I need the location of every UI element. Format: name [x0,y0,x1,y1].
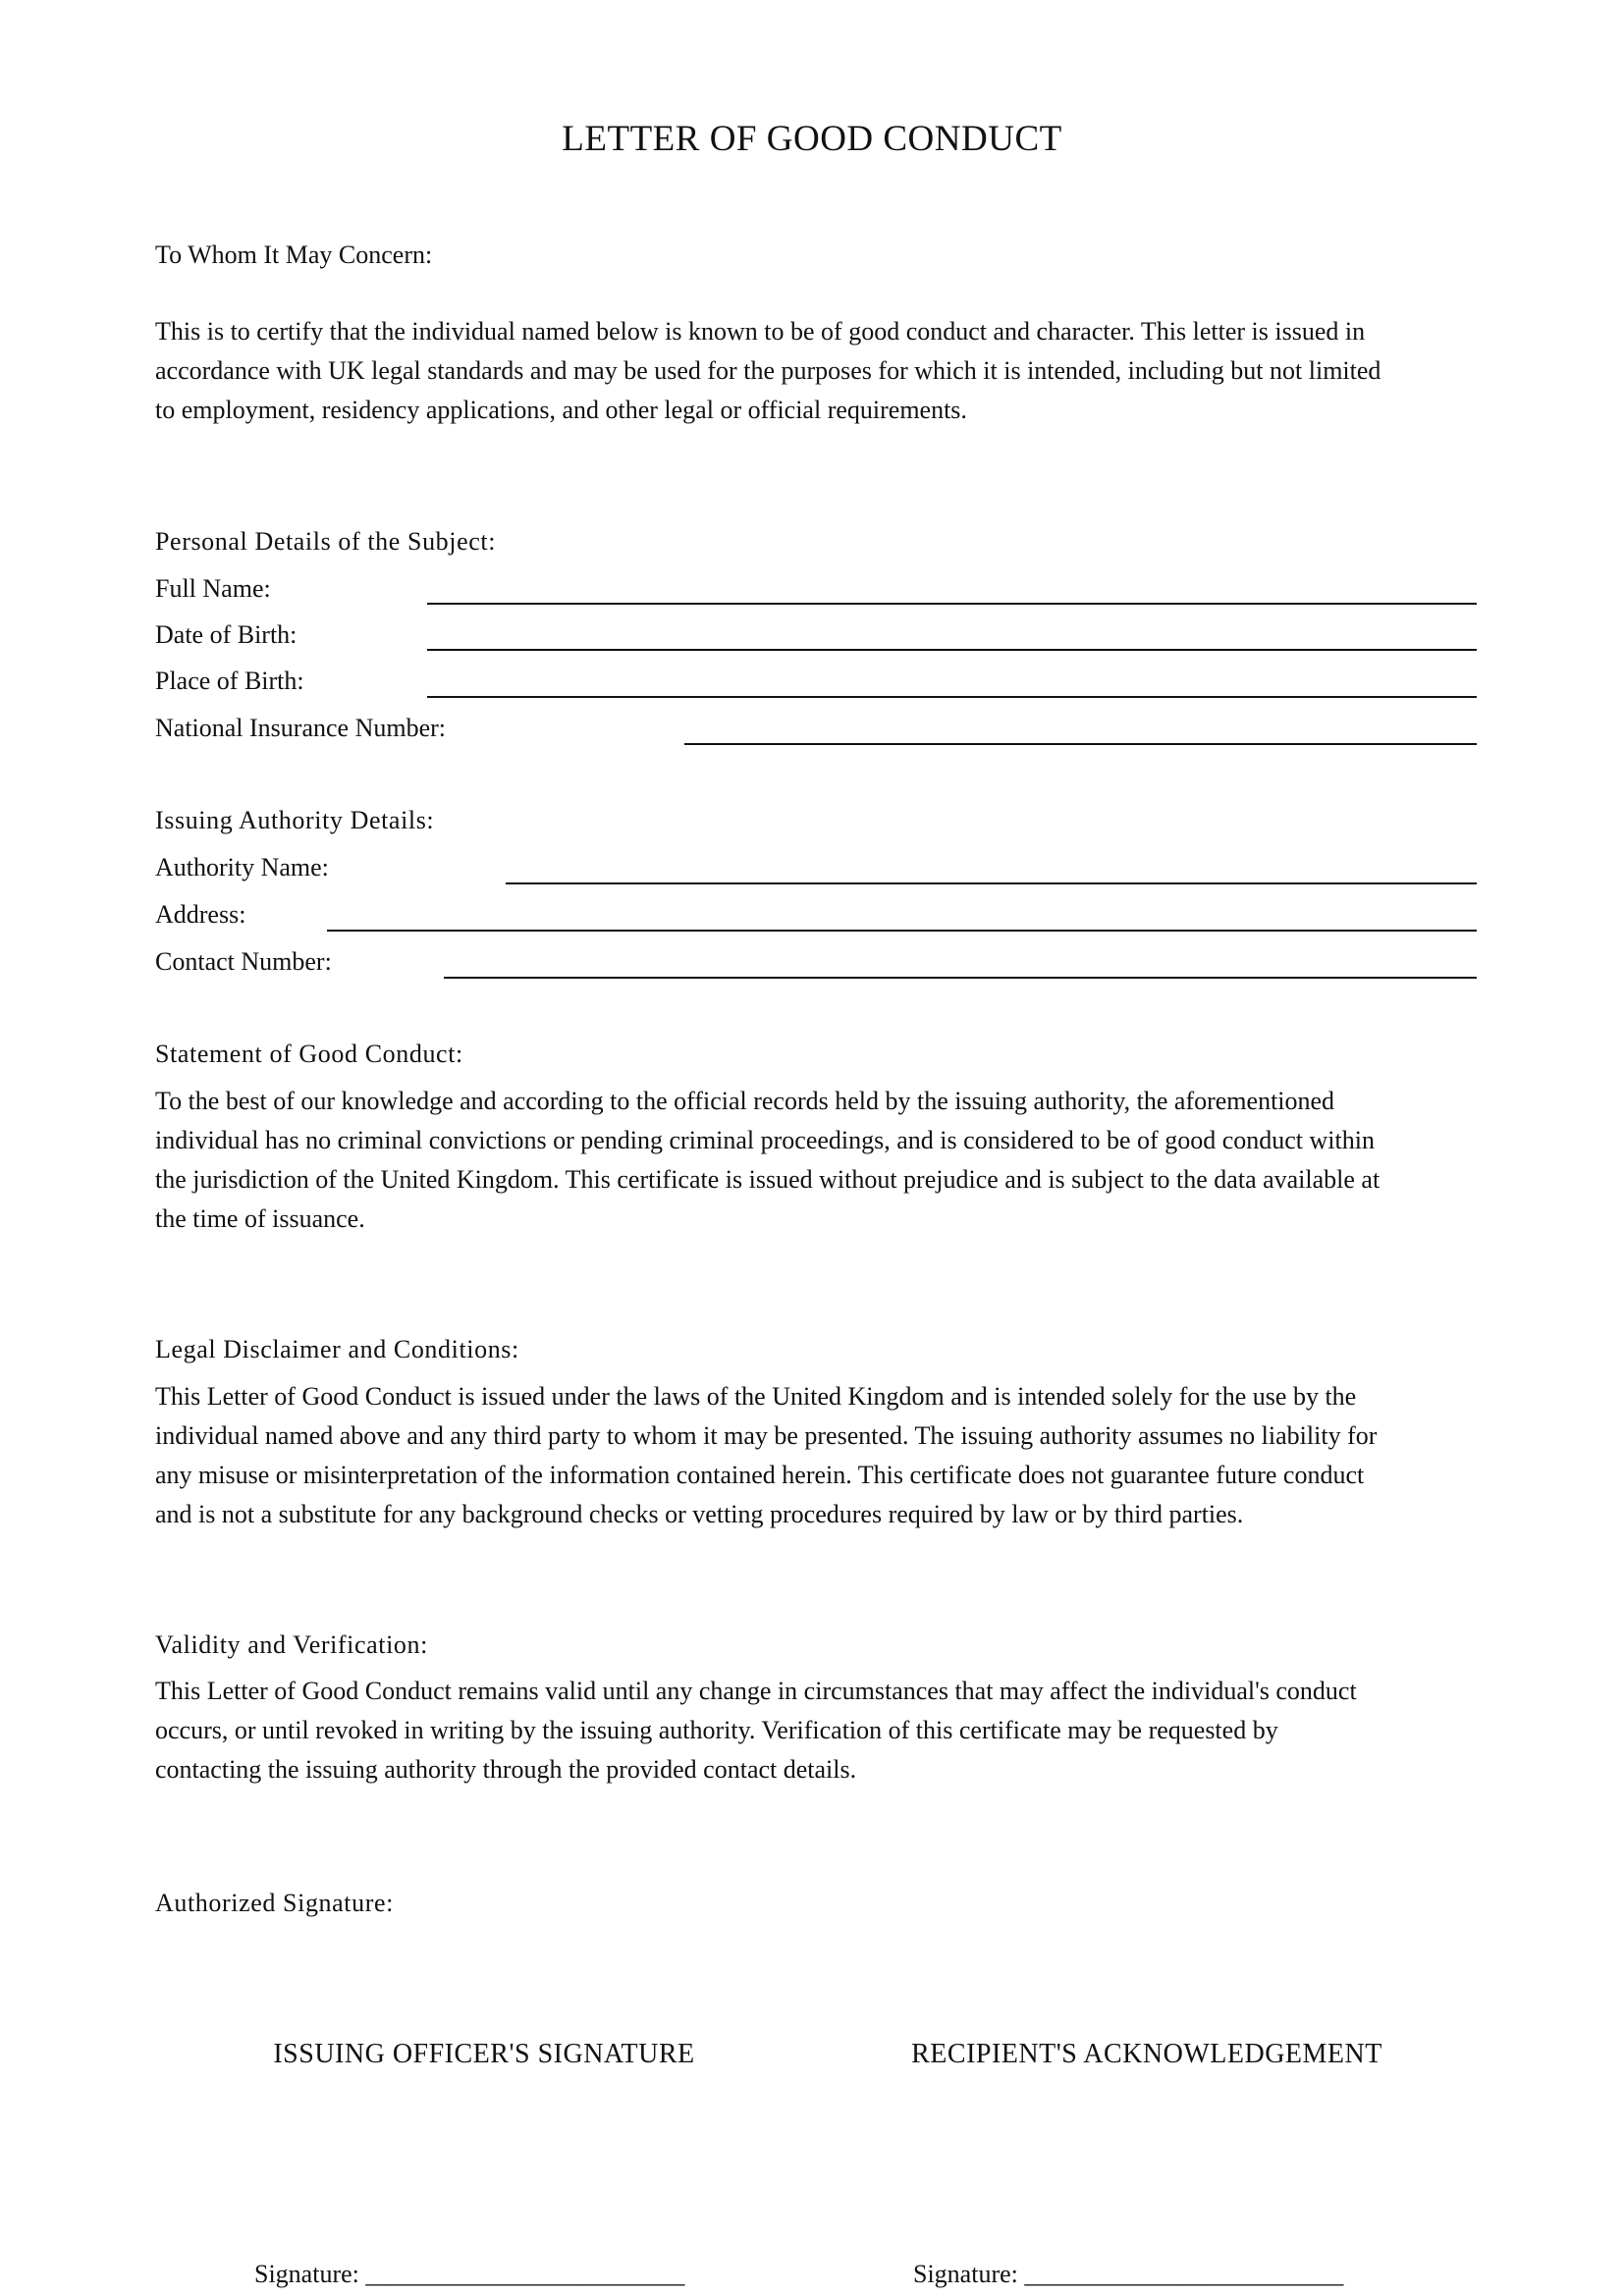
recipient-caption: RECIPIENT'S ACKNOWLEDGEMENT [911,2039,1382,2069]
statement-line: individual has no criminal convictions or pending criminal proceedings, and is considered to be of good conduct within [155,1126,1375,1154]
national-insurance-field[interactable] [684,743,1477,745]
validity-line: This Letter of Good Conduct remains valid until any change in circumstances that may affect the individual's conduct [155,1677,1357,1705]
disclaimer-line: and is not a substitute for any background checks or vetting procedures required by law or by third parties. [155,1500,1244,1528]
place-of-birth-field[interactable] [427,696,1477,698]
authority-name-label: Authority Name: [155,853,329,881]
authority-name-field[interactable] [506,882,1477,884]
statement-line: To the best of our knowledge and according to the official records held by the issuing authority, the aforementioned [155,1087,1335,1115]
personal-details-heading: Personal Details of the Subject: [155,527,497,556]
authority-details-heading: Issuing Authority Details: [155,806,435,834]
document-title: LETTER OF GOOD CONDUCT [562,119,1062,159]
recipient-signature-line[interactable]: Signature: _________________________ [913,2260,1344,2288]
statement-heading: Statement of Good Conduct: [155,1040,463,1068]
contact-number-field[interactable] [444,977,1477,979]
intro-paragraph [155,312,1483,430]
disclaimer-line: any misuse or misinterpretation of the information contained herein. This certificate does not guarantee future conduct [155,1461,1365,1489]
date-of-birth-field[interactable] [427,649,1477,651]
disclaimer-line: This Letter of Good Conduct is issued under the laws of the United Kingdom and is intended solely for the use by the [155,1382,1357,1411]
statement-line: the jurisdiction of the United Kingdom. This certificate is issued without prejudice and is subject to the data available at [155,1165,1380,1194]
contact-number-label: Contact Number: [155,947,332,976]
validity-line: contacting the issuing authority through the provided contact details. [155,1755,857,1784]
validity-heading: Validity and Verification: [155,1630,428,1659]
disclaimer-line: individual named above and any third party to whom it may be presented. The issuing authority assumes no liability for [155,1421,1378,1450]
issuing-officer-caption: ISSUING OFFICER'S SIGNATURE [273,2039,695,2069]
national-insurance-label: National Insurance Number: [155,714,447,742]
statement-paragraph [155,1082,1483,1239]
intro-line: This is to certify that the individual named below is known to be of good conduct and character. This letter is issued in [155,317,1366,346]
authorized-signature-heading: Authorized Signature: [155,1889,394,1917]
validity-paragraph [155,1672,1483,1789]
place-of-birth-label: Place of Birth: [155,667,304,695]
salutation: To Whom It May Concern: [155,240,433,269]
intro-line: to employment, residency applications, and other legal or official requirements. [155,396,967,424]
statement-line: the time of issuance. [155,1204,365,1233]
full-name-label: Full Name: [155,574,271,603]
address-field[interactable] [327,930,1477,932]
issuing-officer-signature-line[interactable]: Signature: _________________________ [254,2260,685,2288]
address-label: Address: [155,900,246,929]
disclaimer-heading: Legal Disclaimer and Conditions: [155,1335,519,1363]
disclaimer-paragraph [155,1377,1483,1534]
validity-line: occurs, or until revoked in writing by the issuing authority. Verification of this certificate may be requested by [155,1716,1278,1744]
intro-line: accordance with UK legal standards and may be used for the purposes for which it is intended, including but not limited [155,356,1381,385]
full-name-field[interactable] [427,603,1477,605]
date-of-birth-label: Date of Birth: [155,620,298,649]
